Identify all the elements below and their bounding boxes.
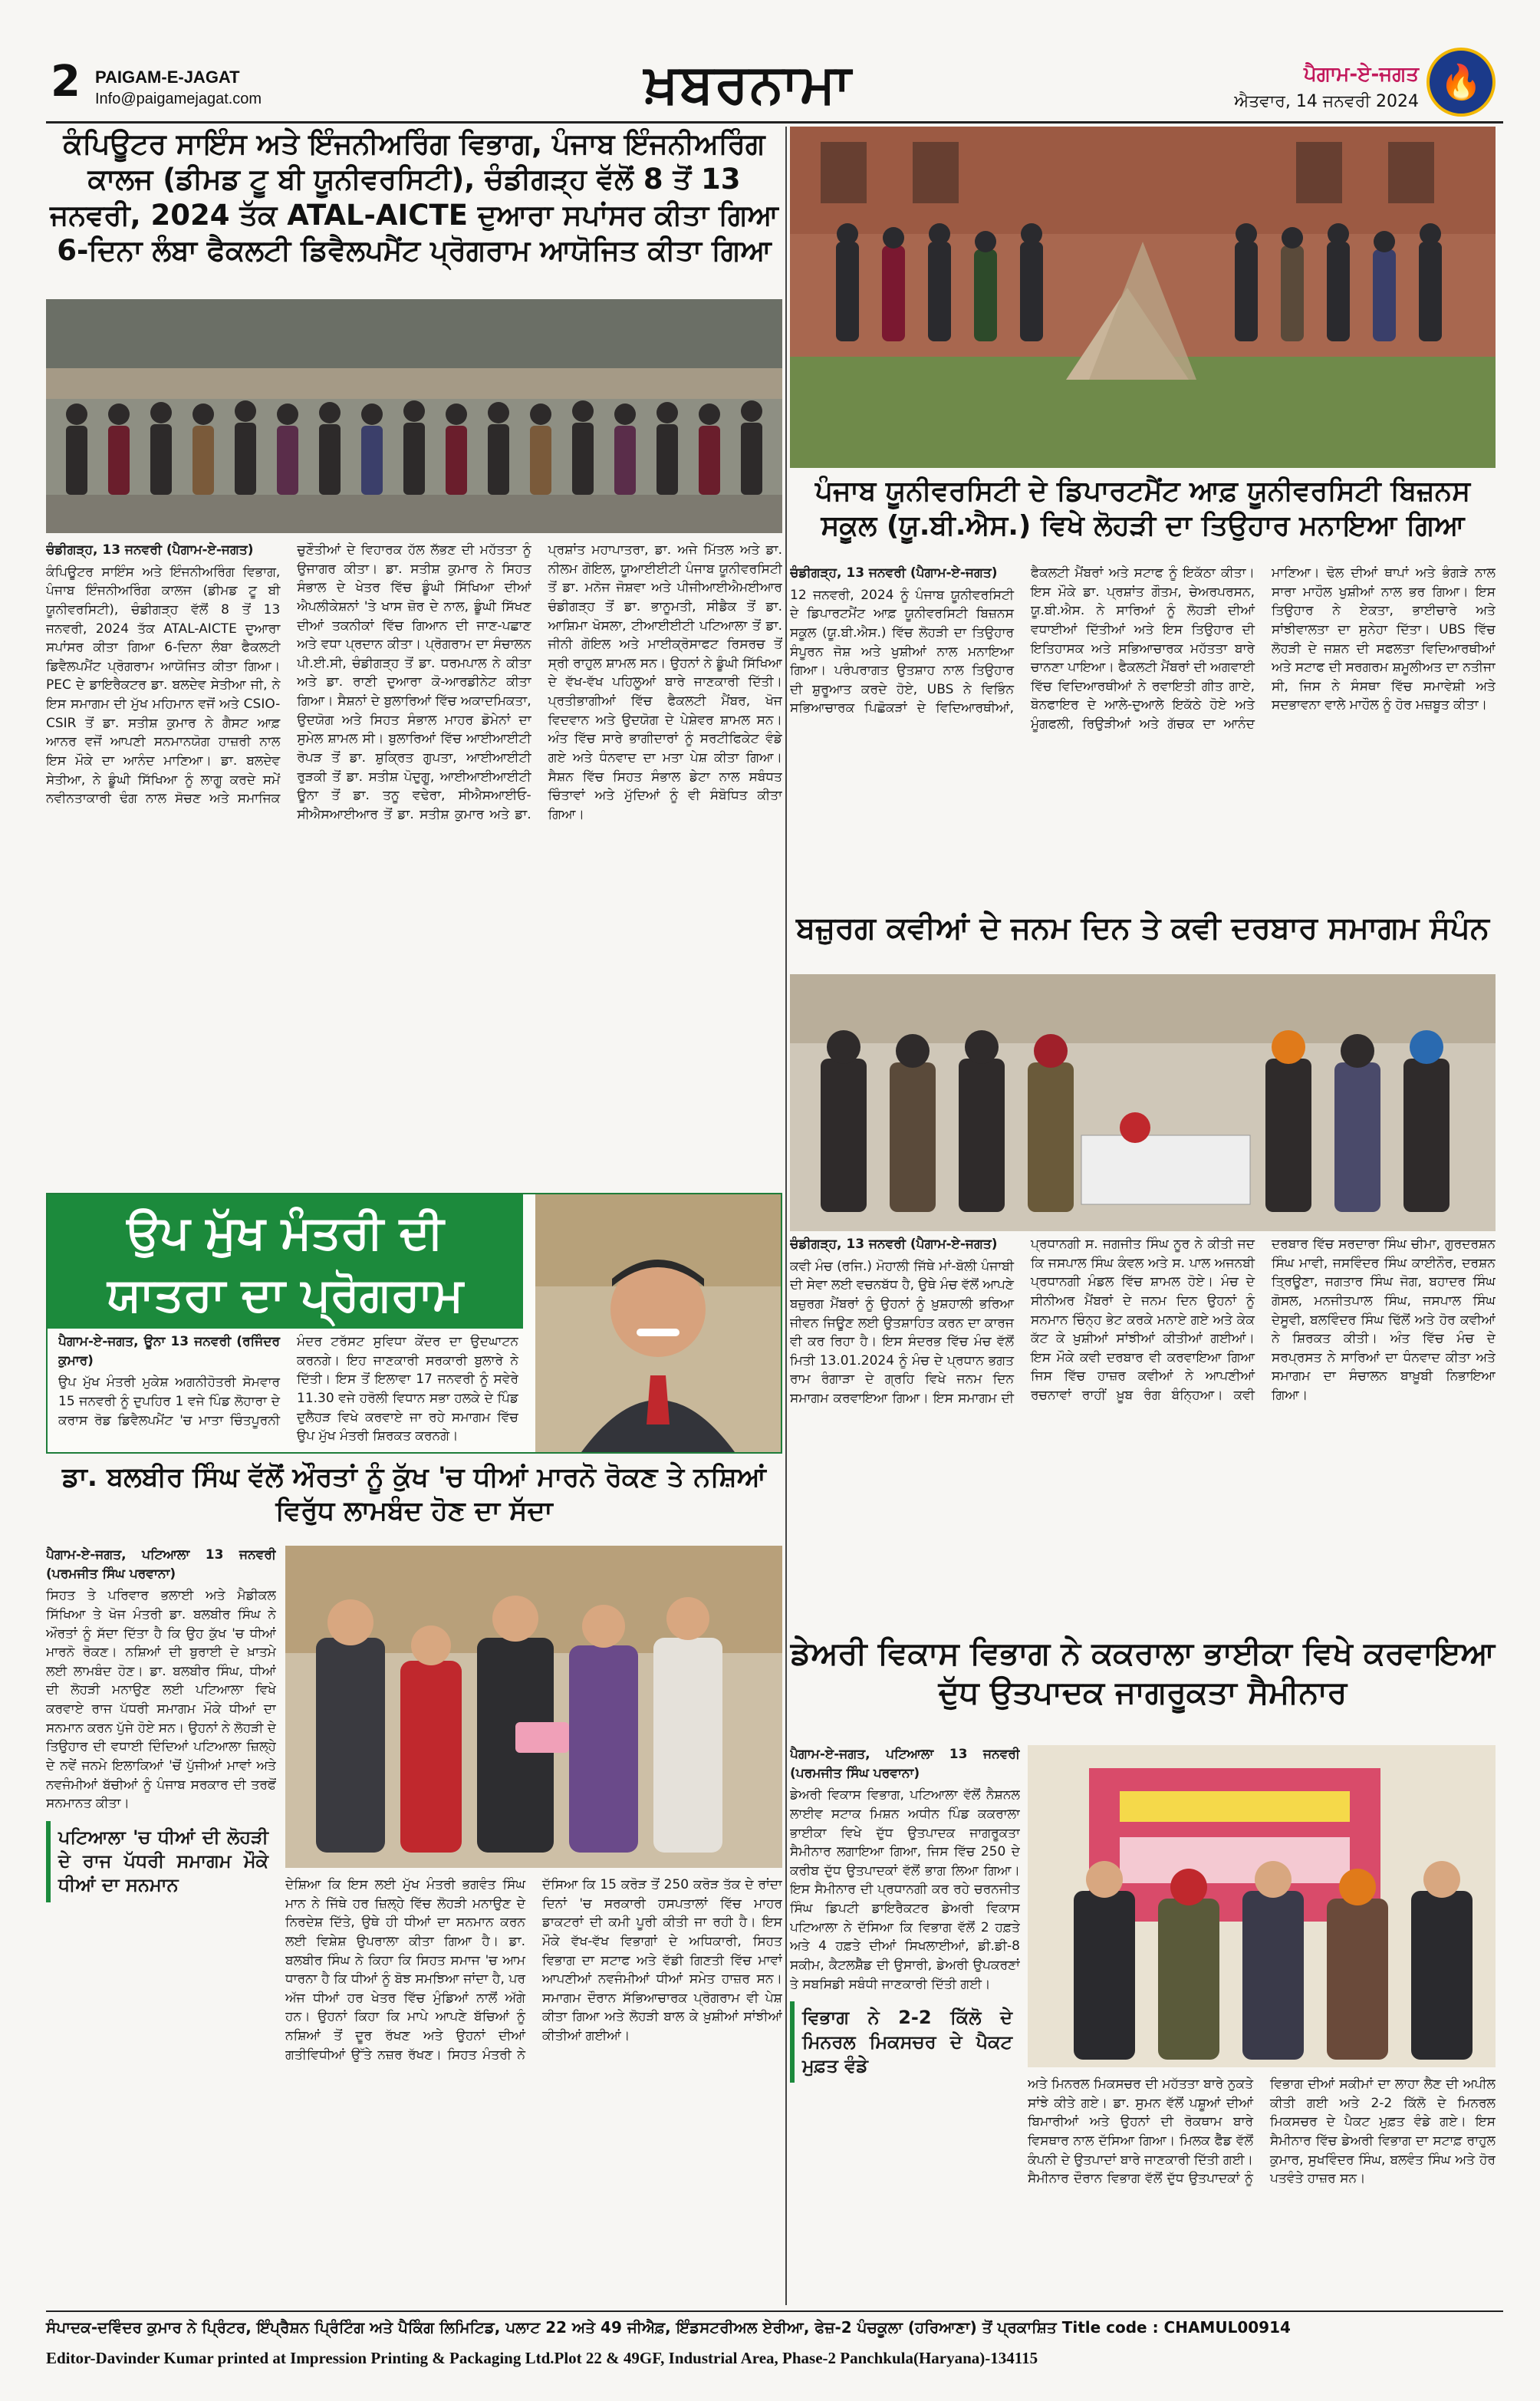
article5-headline: ਡਾ. ਬਲਬੀਰ ਸਿੰਘ ਵੱਲੋਂ ਔਰਤਾਂ ਨੂੰ ਕੁੱਖ 'ਚ ਧੀਆਂ ਮਾਰਨੋ ਰੋਕਣ ਤੇ ਨਸ਼ਿਆਂ ਵਿਰੁੱਧ ਲਾਮਬੰਦ ਹੋਣ ਦਾ ਸੱਦਾ (62, 1462, 766, 1527)
article6-left-column (790, 1745, 1020, 2305)
article4-dateline: ਪੈਗਾਮ-ਏ-ਜਗਤ, ਊਨਾ 13 ਜਨਵਰੀ (ਰਜਿੰਦਰ ਕੁਮਾਰ) (58, 1334, 280, 1368)
article2-lohri-photo (790, 127, 1496, 468)
article4-box (46, 1193, 782, 1454)
article6-text-main: ਅਤੇ ਮਿਨਰਲ ਮਿਕਸਚਰ ਦੀ ਮਹੱਤਤਾ ਬਾਰੇ ਨੁਕਤੇ ਸਾਂਝੇ ਕੀਤੇ ਗਏ। ਡਾ. ਸੁਮਨ ਵੱਲੋਂ ਪਸ਼ੂਆਂ ਦੀਆਂ ਬਿਮਾਰੀਆਂ ਅਤੇ ਉਹਨਾਂ ਦੀ ਰੋਕਥਾਮ ਬਾਰੇ ਵਿਸਥਾਰ ਨਾਲ ਦੱਸਿਆ ਗਿਆ। ਮਿਲਕ ਫੈੱਡ ਵੱਲੋਂ ਕੰਪਨੀ ਦੇ ਉਤਪਾਦਾਂ ਬਾਰੇ ਜਾਣਕਾਰੀ ਦਿੱਤੀ ਗਈ। ਸੈਮੀਨਾਰ ਦੌਰਾਨ ਵਿਭਾਗ ਵੱਲੋਂ ਦੁੱਧ ਉਤਪਾਦਕਾਂ ਨੂੰ ਵਿਭਾਗ ਦੀਆਂ ਸਕੀਮਾਂ ਦਾ ਲਾਹਾ ਲੈਣ ਦੀ ਅਪੀਲ ਕੀਤੀ ਗਈ ਅਤੇ 2-2 ਕਿੱਲੋ ਦੇ ਮਿਨਰਲ ਮਿਕਸਚਰ ਦੇ ਪੈਕਟ ਮੁਫ਼ਤ ਵੰਡੇ ਗਏ। ਇਸ ਸੈਮੀਨਾਰ ਵਿੱਚ ਡੇਅਰੀ ਵਿਭਾਗ ਦਾ ਸਟਾਫ਼ ਰਾਹੁਲ ਕੁਮਾਰ, ਸੁਖਵਿੰਦਰ ਸਿੰਘ, ਬਲਵੰਤ ਸਿੰਘ ਅਤੇ ਹੋਰ ਪਤਵੰਤੇ ਹਾਜ਼ਰ ਸਨ। (1028, 2077, 1496, 2187)
column-divider (785, 127, 787, 2305)
imprint-line-punjabi: ਸੰਪਾਦਕ-ਦਵਿੰਦਰ ਕੁਮਾਰ ਨੇ ਪ੍ਰਿੰਟਰ, ਇੰਪ੍ਰੈਸ਼ਨ ਪ੍ਰਿੰਟਿੰਗ ਅਤੇ ਪੈਕਿੰਗ ਲਿਮਿਟਿਡ, ਪਲਾਟ 22 ਅਤੇ 49 ਜੀਐਫ਼, ਇੰਡਸਟਰੀਅਲ ਏਰੀਆ, ਫੇਜ਼-2 ਪੰਚਕੂਲਾ (ਹਰਿਆਣਾ) ਤੋਂ ਪ੍ਰਕਾਸ਼ਿਤ Title code : CHAMUL00914 (46, 2318, 1291, 2337)
article5-text-main: ਦੇਸ਼ਿਆ ਕਿ ਇਸ ਲਈ ਮੁੱਖ ਮੰਤਰੀ ਭਗਵੰਤ ਸਿੰਘ ਮਾਨ ਨੇ ਜਿੱਥੇ ਹਰ ਜ਼ਿਲ੍ਹੇ ਵਿੱਚ ਲੋਹੜੀ ਮਨਾਉਣ ਦੇ ਨਿਰਦੇਸ਼ ਦਿੱਤੇ, ਉਥੇ ਹੀ ਧੀਆਂ ਦਾ ਸਨਮਾਨ ਕਰਨ ਲਈ ਵਿਸ਼ੇਸ਼ ਉਪਰਾਲਾ ਕੀਤਾ ਗਿਆ ਹੈ। ਡਾ. ਬਲਬੀਰ ਸਿੰਘ ਨੇ ਕਿਹਾ ਕਿ ਸਿਹਤ ਸਮਾਜ 'ਚ ਆਮ ਧਾਰਨਾ ਹੈ ਕਿ ਧੀਆਂ ਨੂੰ ਬੋਝ ਸਮਝਿਆ ਜਾਂਦਾ ਹੈ, ਪਰ ਅੱਜ ਧੀਆਂ ਹਰ ਖੇਤਰ ਵਿੱਚ ਮੁੰਡਿਆਂ ਨਾਲੋਂ ਅੱਗੇ ਹਨ। ਉਹਨਾਂ ਕਿਹਾ ਕਿ ਮਾਪੇ ਆਪਣੇ ਬੱਚਿਆਂ ਨੂੰ ਨਸ਼ਿਆਂ ਤੋਂ ਦੂਰ ਰੱਖਣ ਅਤੇ ਉਹਨਾਂ ਦੀਆਂ ਗਤੀਵਿਧੀਆਂ ਉੱਤੇ ਨਜ਼ਰ ਰੱਖਣ। ਸਿਹਤ ਮੰਤਰੀ ਨੇ ਦੱਸਿਆ ਕਿ 15 ਕਰੋੜ ਤੋਂ 250 ਕਰੋੜ ਤੱਕ ਦੇ ਰਾਂਦਾ ਦਿਨਾਂ 'ਚ ਸਰਕਾਰੀ ਹਸਪਤਾਲਾਂ ਵਿੱਚ ਮਾਹਰ ਡਾਕਟਰਾਂ ਦੀ ਕਮੀ ਪੂਰੀ ਕੀਤੀ ਜਾ ਰਹੀ ਹੈ। ਇਸ ਮੌਕੇ ਵੱਖ-ਵੱਖ ਵਿਭਾਗਾਂ ਦੇ ਅਧਿਕਾਰੀ, ਸਿਹਤ ਵਿਭਾਗ ਦਾ ਸਟਾਫ ਅਤੇ ਵੱਡੀ ਗਿਣਤੀ ਵਿੱਚ ਮਾਵਾਂ ਆਪਣੀਆਂ ਨਵਜੰਮੀਆਂ ਧੀਆਂ ਸਮੇਤ ਹਾਜ਼ਰ ਸਨ। ਸਮਾਗਮ ਦੌਰਾਨ ਸੱਭਿਆਚਾਰਕ ਪ੍ਰੋਗਰਾਮ ਵੀ ਪੇਸ਼ ਕੀਤਾ ਗਿਆ ਅਤੇ ਲੋਹੜੀ ਬਾਲ ਕੇ ਖ਼ੁਸ਼ੀਆਂ ਸਾਂਝੀਆਂ ਕੀਤੀਆਂ ਗਈਆਂ। (285, 1877, 782, 2063)
article6-dateline: ਪੈਗਾਮ-ਏ-ਜਗਤ, ਪਟਿਆਲਾ 13 ਜਨਵਰੀ (ਪਰਮਜੀਤ ਸਿੰਘ ਪਰਵਾਨਾ) (790, 1747, 1020, 1781)
article6-text-left: ਡੇਅਰੀ ਵਿਕਾਸ ਵਿਭਾਗ, ਪਟਿਆਲਾ ਵੱਲੋਂ ਨੈਸ਼ਨਲ ਲਾਈਵ ਸਟਾਕ ਮਿਸ਼ਨ ਅਧੀਨ ਪਿੰਡ ਕਕਰਾਲਾ ਭਾਈਕਾ ਵਿਖੇ ਦੁੱਧ ਉਤਪਾਦਕ ਜਾਗਰੂਕਤਾ ਸੈਮੀਨਾਰ ਲਗਾਇਆ ਗਿਆ, ਜਿਸ ਵਿੱਚ 250 ਦੇ ਕਰੀਬ ਦੁੱਧ ਉਤਪਾਦਕਾਂ ਵੱਲੋਂ ਭਾਗ ਲਿਆ ਗਿਆ। ਇਸ ਸੈਮੀਨਾਰ ਦੀ ਪ੍ਰਧਾਨਗੀ ਕਰ ਰਹੇ ਚਰਨਜੀਤ ਸਿੰਘ ਡਿਪਟੀ ਡਾਇਰੈਕਟਰ ਡੇਅਰੀ ਵਿਕਾਸ ਪਟਿਆਲਾ ਨੇ ਦੱਸਿਆ ਕਿ ਵਿਭਾਗ ਵੱਲੋਂ 2 ਹਫ਼ਤੇ ਅਤੇ 4 ਹਫ਼ਤੇ ਦੀਆਂ ਸਿਖਲਾਈਆਂ, ਡੀ.ਡੀ-8 ਸਕੀਮ, ਕੈਟਲਸ਼ੈੱਡ ਦੀ ਉਸਾਰੀ, ਡੇਅਰੀ ਉਪਕਰਣਾਂ ਤੇ ਸਬਸਿਡੀ ਸਬੰਧੀ ਜਾਣਕਾਰੀ ਦਿੱਤੀ ਗਈ। (790, 1787, 1020, 1992)
footer-rule (46, 2310, 1503, 2312)
article5-dateline: ਪੈਗਾਮ-ਏ-ਜਗਤ, ਪਟਿਆਲਾ 13 ਜਨਵਰੀ (ਪਰਮਜੀਤ ਸਿੰਘ ਪਰਵਾਨਾ) (46, 1547, 276, 1582)
article1-group-photo (46, 299, 782, 533)
torch-logo-icon: 🔥 (1426, 48, 1496, 117)
article2-headline: ਪੰਜਾਬ ਯੂਨੀਵਰਸਿਟੀ ਦੇ ਡਿਪਾਰਟਮੈਂਟ ਆਫ਼ ਯੂਨੀਵਰਸਿਟੀ ਬਿਜ਼ਨਸ ਸਕੂਲ (ਯੂ.ਬੀ.ਐਸ.) ਵਿਖੇ ਲੋਹੜੀ ਦਾ ਤਿਉਹਾਰ ਮਨਾਇਆ ਗਿਆ (814, 476, 1471, 542)
article5-left-column (46, 1546, 276, 2305)
article5-body (285, 1876, 782, 2305)
article5-subhead: ਪਟਿਆਲਾ 'ਚ ਧੀਆਂ ਦੀ ਲੋਹੜੀ ਦੇ ਰਾਜ ਪੱਧਰੀ ਸਮਾਗਮ ਮੌਕੇ ਧੀਆਂ ਦਾ ਸਨਮਾਨ (46, 1821, 276, 1902)
article1-headline: ਕੰਪਿਊਟਰ ਸਾਇੰਸ ਅਤੇ ਇੰਜਨੀਅਰਿੰਗ ਵਿਭਾਗ, ਪੰਜਾਬ ਇੰਜਨੀਅਰਿੰਗ ਕਾਲਜ (ਡੀਮਡ ਟੂ ਬੀ ਯੂਨੀਵਰਸਿਟੀ), ਚੰਡੀਗੜ੍ਹ ਵੱਲੋਂ 8 ਤੋਂ 13 ਜਨਵਰੀ, 2024 ਤੱਕ ATAL-AICTE ਦੁਆਰਾ ਸਪਾਂਸਰ ਕੀਤਾ ਗਿਆ 6-ਦਿਨਾ ਲੰਬਾ ਫੈਕਲਟੀ ਡਿਵੈਲਪਮੈਂਟ ਪ੍ਰੋਗਰਾਮ ਆਯੋਜਿਤ ਕੀਤਾ ਗਿਆ (50, 127, 778, 267)
article4-text: ਉਪ ਮੁੱਖ ਮੰਤਰੀ ਮੁਕੇਸ਼ ਅਗਨੀਹੋਤਰੀ ਸੋਮਵਾਰ 15 ਜਨਵਰੀ ਨੂੰ ਦੁਪਹਿਰ 1 ਵਜੇ ਪਿੰਡ ਲੋਹਾਰਾ ਦੇ ਕਰਾਸ ਰੋਡ ਡਿਵੈਲਪਮੈਂਟ 'ਚ ਮਾਤਾ ਚਿੰਤਪੂਰਨੀ ਮੰਦਰ ਟਰੱਸਟ ਸੁਵਿਧਾ ਕੇਂਦਰ ਦਾ ਉਦਘਾਟਨ ਕਰਨਗੇ। ਇਹ ਜਾਣਕਾਰੀ ਸਰਕਾਰੀ ਬੁਲਾਰੇ ਨੇ ਦਿੱਤੀ। ਇਸ ਤੋਂ ਇਲਾਵਾ 17 ਜਨਵਰੀ ਨੂੰ ਸਵੇਰੇ 11.30 ਵਜੇ ਹਰੋਲੀ ਵਿਧਾਨ ਸਭਾ ਹਲਕੇ ਦੇ ਪਿੰਡ ਦੁਲੈਹੜ ਵਿਖੇ ਕਰਵਾਏ ਜਾ ਰਹੇ ਸਮਾਗਮ ਵਿੱਚ ਉਪ ਮੁੱਖ ਮੰਤਰੀ ਸ਼ਿਰਕਤ ਕਰਨਗੇ। (58, 1334, 518, 1444)
article4-portrait-photo (535, 1194, 781, 1452)
imprint-line-english: Editor-Davinder Kumar printed at Impression Printing & Packaging Ltd.Plot 22 & 49GF, Industrial Area, Phase-2 Panchkula(Haryana)-134115 (46, 2349, 1038, 2367)
article6-seminar-photo (1028, 1745, 1496, 2067)
article5-event-photo (285, 1546, 782, 1868)
article1-text: ਕੰਪਿਊਟਰ ਸਾਇੰਸ ਅਤੇ ਇੰਜਨੀਅਰਿੰਗ ਵਿਭਾਗ, ਪੰਜਾਬ ਇੰਜਨੀਅਰਿੰਗ ਕਾਲਜ (ਡੀਮਡ ਟੂ ਬੀ ਯੂਨੀਵਰਸਿਟੀ), ਚੰਡੀਗੜ੍ਹ ਵੱਲੋਂ 8 ਤੋਂ 13 ਜਨਵਰੀ, 2024 ਤੱਕ ATAL-AICTE ਦੁਆਰਾ ਸਪਾਂਸਰ ਕੀਤਾ ਗਿਆ 6-ਦਿਨਾ ਲੰਬਾ ਫੈਕਲਟੀ ਡਿਵੈਲਪਮੈਂਟ ਪ੍ਰੋਗਰਾਮ ਆਯੋਜਿਤ ਕੀਤਾ ਗਿਆ। PEC ਦੇ ਡਾਇਰੈਕਟਰ ਡਾ. ਬਲਦੇਵ ਸੇਤੀਆ ਜੀ, ਨੇ ਇਸ ਸਮਾਗਮ ਦੀ ਮੁੱਖ ਮਹਿਮਾਨ ਵਜੋਂ ਅਤੇ CSIO-CSIR ਤੋਂ ਡਾ. ਸਤੀਸ਼ ਕੁਮਾਰ ਨੇ ਗੈਸਟ ਆਫ਼ ਆਨਰ ਵਜੋਂ ਆਪਣੀ ਸਨਮਾਨਯੋਗ ਹਾਜ਼ਰੀ ਨਾਲ ਇਸ ਮੌਕੇ ਦਾ ਆਨੰਦ ਮਾਣਿਆ। ਡਾ. ਬਲਦੇਵ ਸੇਤੀਆ, ਨੇ ਡੂੰਘੀ ਸਿੱਖਿਆ ਨੂੰ ਲਾਗੂ ਕਰਦੇ ਸਮੇਂ ਨਵੀਨਤਾਕਾਰੀ ਢੰਗ ਨਾਲ ਸੋਚਣ ਅਤੇ ਸਮਾਜਿਕ ਚੁਣੌਤੀਆਂ ਦੇ ਵਿਹਾਰਕ ਹੱਲ ਲੱਭਣ ਦੀ ਮਹੱਤਤਾ ਨੂੰ ਉਜਾਗਰ ਕੀਤਾ। ਡਾ. ਸਤੀਸ਼ ਕੁਮਾਰ ਨੇ ਸਿਹਤ ਸੰਭਾਲ ਦੇ ਖੇਤਰ ਵਿੱਚ ਡੂੰਘੀ ਸਿੱਖਿਆ ਦੀਆਂ ਐਪਲੀਕੇਸ਼ਨਾਂ 'ਤੇ ਖਾਸ ਜ਼ੋਰ ਦੇ ਨਾਲ, ਡੂੰਘੀ ਸਿੱਖਣ ਦੀਆਂ ਤਕਨੀਕਾਂ ਵਿੱਚ ਗਿਆਨ ਦੀ ਜਾਣ-ਪਛਾਣ ਅਤੇ ਵਧਾ ਪ੍ਰਦਾਨ ਕੀਤਾ। ਪ੍ਰੋਗਰਾਮ ਦਾ ਸੰਚਾਲਨ ਪੀ.ਈ.ਸੀ, ਚੰਡੀਗੜ੍ਹ ਤੋਂ ਡਾ. ਧਰਮਪਾਲ ਨੇ ਕੀਤਾ ਅਤੇ ਡਾ. ਰਾਣੀ ਦੁਆਰਾ ਕੋ-ਆਰਡੀਨੇਟ ਕੀਤਾ ਗਿਆ। ਸੈਸ਼ਨਾਂ ਦੇ ਬੁਲਾਰਿਆਂ ਵਿੱਚ ਅਕਾਦਮਿਕਤਾ, ਉਦਯੋਗ ਅਤੇ ਸਿਹਤ ਸੰਭਾਲ ਮਾਹਰ ਡੋਮੇਨਾਂ ਦਾ ਸੁਮੇਲ ਸ਼ਾਮਲ ਸੀ। ਬੁਲਾਰਿਆਂ ਵਿੱਚ ਆਈਆਈਟੀ ਰੋਪੜ ਤੋਂ ਡਾ. ਸ਼ੁਕ੍ਰਿਤ ਗੁਪਤਾ, ਆਈਆਈਟੀ ਰੁੜਕੀ ਤੋਂ ਡਾ. ਸਤੀਸ਼ ਪੋਦੁਗੂ, ਆਈਆਈਆਈਟੀ ਊਨਾ ਤੋਂ ਡਾ. ਤਨੂ ਵਢੇਰਾ, ਸੀਐਸਆਈਓ-ਸੀਐਸਆਈਆਰ ਤੋਂ ਡਾ. ਸਤੀਸ਼ ਕੁਮਾਰ ਅਤੇ ਡਾ. ਪ੍ਰਸ਼ਾਂਤ ਮਹਾਪਾਤਰਾ, ਡਾ. ਅਜੇ ਮਿੱਤਲ ਅਤੇ ਡਾ. ਨੀਲਮ ਗੋਇਲ, ਯੂਆਈਈਟੀ ਪੰਜਾਬ ਯੂਨੀਵਰਸਿਟੀ ਤੋਂ ਡਾ. ਮਨੋਜ ਜੋਸ਼ਵਾ ਅਤੇ ਪੀਜੀਆਈਐਮਈਆਰ ਚੰਡੀਗੜ੍ਹ ਤੋਂ ਡਾ. ਭਾਨੂਮਤੀ, ਸੀਡੈਕ ਤੋਂ ਡਾ. ਆਸ਼ਿਮਾ ਖੋਸਲਾ, ਟੀਆਈਈਟੀ ਪਟਿਆਲਾ ਤੋਂ ਡਾ. ਜੀਨੀ ਗੋਇਲ ਅਤੇ ਮਾਈਕ੍ਰੋਸਾਫਟ ਰਿਸਰਚ ਤੋਂ ਸ੍ਰੀ ਰਾਹੁਲ ਸ਼ਾਮਲ ਸਨ। ਉਹਨਾਂ ਨੇ ਡੂੰਘੀ ਸਿੱਖਿਆ ਦੇ ਵੱਖ-ਵੱਖ ਪਹਿਲੂਆਂ ਬਾਰੇ ਜਾਣਕਾਰੀ ਦਿੱਤੀ। ਪ੍ਰਤੀਭਾਗੀਆਂ ਵਿੱਚ ਫੈਕਲਟੀ ਮੈਂਬਰ, ਖੋਜ ਵਿਦਵਾਨ ਅਤੇ ਉਦਯੋਗ ਦੇ ਪੇਸ਼ੇਵਰ ਸ਼ਾਮਲ ਸਨ। ਅੰਤ ਵਿੱਚ ਸਾਰੇ ਭਾਗੀਦਾਰਾਂ ਨੂੰ ਸਰਟੀਫਿਕੇਟ ਵੰਡੇ ਗਏ ਅਤੇ ਧੰਨਵਾਦ ਦਾ ਮਤਾ ਪੇਸ਼ ਕੀਤਾ ਗਿਆ। ਸੈਸ਼ਨ ਵਿੱਚ ਸਿਹਤ ਸੰਭਾਲ ਡੇਟਾ ਨਾਲ ਸਬੰਧਤ ਚਿੰਤਾਵਾਂ ਅਤੇ ਮੁੱਦਿਆਂ ਨੂੰ ਵੀ ਸੰਬੋਧਿਤ ਕੀਤਾ ਗਿਆ। (46, 542, 782, 822)
article6-body (1028, 2075, 1496, 2305)
paper-name: PAIGAM-E-JAGAT (95, 68, 240, 87)
article1-body (46, 541, 782, 1216)
page-number: 2 (51, 57, 81, 107)
article2-dateline: ਚੰਡੀਗੜ੍ਹ, 13 ਜਨਵਰੀ (ਪੈਗਾਮ-ਏ-ਜਗਤ) (790, 565, 998, 581)
article4-body (58, 1332, 518, 1451)
issue-date: ਐਤਵਾਰ, 14 ਜਨਵਰੀ 2024 (1234, 92, 1419, 111)
article2-body (790, 564, 1496, 940)
section-title: ਖ਼ਬਰਨਾਮਾ (644, 52, 853, 115)
masthead (46, 38, 1503, 123)
article3-text: ਕਵੀ ਮੰਚ (ਰਜਿ.) ਮੋਹਾਲੀ ਜਿੱਥੇ ਮਾਂ-ਬੋਲੀ ਪੰਜਾਬੀ ਦੀ ਸੇਵਾ ਲਈ ਵਚਨਬੱਧ ਹੈ, ਉਥੇ ਮੰਚ ਵੱਲੋਂ ਆਪਣੇ ਬਜ਼ੁਰਗ ਮੈਂਬਰਾਂ ਨੂੰ ਉਹਨਾਂ ਨੂੰ ਖ਼ੁਸ਼ਹਾਲੀ ਭਰਿਆ ਜੀਵਨ ਜਿਊਣ ਲਈ ਉਤਸ਼ਾਹਿਤ ਕਰਨ ਦਾ ਕਾਰਜ ਵੀ ਕਰ ਰਿਹਾ ਹੈ। ਇਸ ਸੰਦਰਭ ਵਿੱਚ ਮੰਚ ਵੱਲੋਂ ਮਿਤੀ 13.01.2024 ਨੂੰ ਮੰਚ ਦੇ ਪ੍ਰਧਾਨ ਭਗਤ ਰਾਮ ਰੰਗਾੜਾ ਦੇ ਗ੍ਰਹਿ ਵਿਖੇ ਜਨਮ ਦਿਨ ਸਮਾਗਮ ਕਰਵਾਇਆ ਗਿਆ। ਇਸ ਸਮਾਗਮ ਦੀ ਪ੍ਰਧਾਨਗੀ ਸ. ਜਗਜੀਤ ਸਿੰਘ ਨੂਰ ਨੇ ਕੀਤੀ ਜਦ ਕਿ ਜਸਪਾਲ ਸਿੰਘ ਕੰਵਲ ਅਤੇ ਸ. ਪਾਲ ਅਜਨਬੀ ਪ੍ਰਧਾਨਗੀ ਮੰਡਲ ਵਿੱਚ ਸ਼ਾਮਲ ਹੋਏ। ਮੰਚ ਦੇ ਸੀਨੀਅਰ ਮੈਂਬਰਾਂ ਦੇ ਜਨਮ ਦਿਨ ਉਹਨਾਂ ਨੂੰ ਸਨਮਾਨ ਚਿੰਨ੍ਹ ਭੇਟ ਕਰਕੇ ਮਨਾਏ ਗਏ ਅਤੇ ਕੇਕ ਕੱਟ ਕੇ ਖ਼ੁਸ਼ੀਆਂ ਸਾਂਝੀਆਂ ਕੀਤੀਆਂ ਗਈਆਂ। ਇਸ ਮੌਕੇ ਕਵੀ ਦਰਬਾਰ ਵੀ ਕਰਵਾਇਆ ਗਿਆ ਜਿਸ ਵਿੱਚ ਹਾਜ਼ਰ ਕਵੀਆਂ ਨੇ ਆਪਣੀਆਂ ਰਚਨਾਵਾਂ ਰਾਹੀਂ ਖ਼ੂਬ ਰੰਗ ਬੰਨ੍ਹਿਆ। ਕਵੀ ਦਰਬਾਰ ਵਿੱਚ ਸਰਦਾਰਾ ਸਿੰਘ ਚੀਮਾ, ਗੁਰਦਰਸ਼ਨ ਸਿੰਘ ਮਾਵੀ, ਜਸਵਿੰਦਰ ਸਿੰਘ ਕਾਈਨੌਰ, ਦਰਸ਼ਨ ਤ੍ਰਿਊਣਾ, ਜਗਤਾਰ ਸਿੰਘ ਜੋਗ, ਬਹਾਦਰ ਸਿੰਘ ਗੋਸਲ, ਮਨਜੀਤਪਾਲ ਸਿੰਘ, ਜਸਪਾਲ ਸਿੰਘ ਦੇਸੂਵੀ, ਬਲਵਿੰਦਰ ਸਿੰਘ ਢਿੱਲੋਂ ਅਤੇ ਹੋਰ ਕਵੀਆਂ ਨੇ ਸ਼ਿਰਕਤ ਕੀਤੀ। ਅੰਤ ਵਿੱਚ ਮੰਚ ਦੇ ਸਰਪ੍ਰਸਤ ਨੇ ਸਾਰਿਆਂ ਦਾ ਧੰਨਵਾਦ ਕੀਤਾ ਅਤੇ ਸਮਾਗਮ ਦਾ ਸੰਚਾਲਨ ਬਾਖ਼ੂਬੀ ਨਿਭਾਇਆ ਗਿਆ। (790, 1237, 1496, 1407)
article1-dateline: ਚੰਡੀਗੜ੍ਹ, 13 ਜਨਵਰੀ (ਪੈਗਾਮ-ਏ-ਜਗਤ) (46, 542, 254, 558)
article3-poets-photo (790, 974, 1496, 1231)
email-link[interactable]: Info@paigamejagat.com (95, 91, 262, 107)
article3-headline: ਬਜ਼ੁਰਗ ਕਵੀਆਂ ਦੇ ਜਨਮ ਦਿਨ ਤੇ ਕਵੀ ਦਰਬਾਰ ਸਮਾਗਮ ਸੰਪੰਨ (796, 911, 1489, 946)
article3-body (790, 1235, 1496, 1634)
masthead-rule (46, 121, 1503, 124)
article6-headline: ਡੇਅਰੀ ਵਿਕਾਸ ਵਿਭਾਗ ਨੇ ਕਕਰਾਲਾ ਭਾਈਕਾ ਵਿਖੇ ਕਰਵਾਇਆ ਦੁੱਧ ਉਤਪਾਦਕ ਜਾਗਰੂਕਤਾ ਸੈਮੀਨਾਰ (790, 1635, 1496, 1711)
article3-dateline: ਚੰਡੀਗੜ੍ਹ, 13 ਜਨਵਰੀ (ਪੈਗਾਮ-ਏ-ਜਗਤ) (790, 1237, 998, 1252)
article4-banner: ਉਪ ਮੁੱਖ ਮੰਤਰੀ ਦੀ ਯਾਤਰਾ ਦਾ ਪ੍ਰੋਗਰਾਮ (48, 1194, 523, 1329)
article6-subhead: ਵਿਭਾਗ ਨੇ 2-2 ਕਿੱਲੋ ਦੇ ਮਿਨਰਲ ਮਿਕਸਚਰ ਦੇ ਪੈਕਟ ਮੁਫ਼ਤ ਵੰਡੇ (790, 2001, 1020, 2083)
brand-name: ਪੈਗਾਮ-ਏ-ਜਗਤ (1304, 63, 1419, 86)
article5-text-left: ਸਿਹਤ ਤੇ ਪਰਿਵਾਰ ਭਲਾਈ ਅਤੇ ਮੈਡੀਕਲ ਸਿੱਖਿਆ ਤੇ ਖੋਜ ਮੰਤਰੀ ਡਾ. ਬਲਬੀਰ ਸਿੰਘ ਨੇ ਔਰਤਾਂ ਨੂੰ ਸੱਦਾ ਦਿੱਤਾ ਹੈ ਕਿ ਉਹ ਕੁੱਖ 'ਚ ਧੀਆਂ ਮਾਰਨੋ ਰੋਕਣ। ਨਸ਼ਿਆਂ ਦੀ ਬੁਰਾਈ ਦੇ ਖ਼ਾਤਮੇ ਲਈ ਲਾਮਬੰਦ ਹੋਣ। ਡਾ. ਬਲਬੀਰ ਸਿੰਘ, ਧੀਆਂ ਦੀ ਲੋਹੜੀ ਮਨਾਉਣ ਲਈ ਪਟਿਆਲਾ ਵਿਖੇ ਕਰਵਾਏ ਰਾਜ ਪੱਧਰੀ ਸਮਾਗਮ ਮੌਕੇ ਧੀਆਂ ਦਾ ਸਨਮਾਨ ਕਰਨ ਪੁੱਜੇ ਹੋਏ ਸਨ। ਉਹਨਾਂ ਨੇ ਲੋਹੜੀ ਦੇ ਤਿਉਹਾਰ ਦੀ ਵਧਾਈ ਦਿੰਦਿਆਂ ਪਟਿਆਲਾ ਜ਼ਿਲ੍ਹੇ ਦੇ ਨਵੇਂ ਜਨਮੇ ਇਲਾਕਿਆਂ 'ਚੋਂ ਪੁੱਜੀਆਂ ਮਾਵਾਂ ਅਤੇ ਨਵਜੰਮੀਆਂ ਬੱਚੀਆਂ ਨੂੰ ਪੰਜਾਬ ਸਰਕਾਰ ਦੀ ਤਰਫੋਂ ਸਨਮਾਨਤ ਕੀਤਾ। (46, 1588, 276, 1812)
article2-text: 12 ਜਨਵਰੀ, 2024 ਨੂੰ ਪੰਜਾਬ ਯੂਨੀਵਰਸਿਟੀ ਦੇ ਡਿਪਾਰਟਮੈਂਟ ਆਫ਼ ਯੂਨੀਵਰਸਿਟੀ ਬਿਜ਼ਨਸ ਸਕੂਲ (ਯੂ.ਬੀ.ਐਸ.) ਵਿੱਚ ਲੋਹੜੀ ਦਾ ਤਿਉਹਾਰ ਸੰਪੂਰਨ ਜੋਸ਼ ਅਤੇ ਖੁਸ਼ੀਆਂ ਨਾਲ ਮਨਾਇਆ ਗਿਆ। ਪਰੰਪਰਾਗਤ ਉਤਸ਼ਾਹ ਨਾਲ ਤਿਉਹਾਰ ਦੀ ਸ਼ੁਰੂਆਤ ਕਰਦੇ ਹੋਏ, UBS ਨੇ ਵਿਭਿੰਨ ਸਭਿਆਚਾਰਕ ਪਿਛੋਕੜਾਂ ਦੇ ਵਿਦਿਆਰਥੀਆਂ, ਫੈਕਲਟੀ ਮੈਂਬਰਾਂ ਅਤੇ ਸਟਾਫ ਨੂੰ ਇਕੱਠਾ ਕੀਤਾ। ਇਸ ਮੌਕੇ ਡਾ. ਪ੍ਰਸ਼ਾਂਤ ਗੌਤਮ, ਚੇਅਰਪਰਸਨ, ਯੂ.ਬੀ.ਐਸ. ਨੇ ਸਾਰਿਆਂ ਨੂੰ ਲੋਹੜੀ ਦੀਆਂ ਵਧਾਈਆਂ ਦਿੱਤੀਆਂ ਅਤੇ ਇਸ ਤਿਉਹਾਰ ਦੀ ਇਤਿਹਾਸਕ ਅਤੇ ਸਭਿਆਚਾਰਕ ਮਹੱਤਤਾ ਬਾਰੇ ਚਾਨਣਾ ਪਾਇਆ। ਫੈਕਲਟੀ ਮੈਂਬਰਾਂ ਦੀ ਅਗਵਾਈ ਵਿੱਚ ਵਿਦਿਆਰਥੀਆਂ ਨੇ ਰਵਾਇਤੀ ਗੀਤ ਗਾਏ, ਬੋਨਫਾਇਰ ਦੇ ਆਲੇ-ਦੁਆਲੇ ਇਕੱਠੇ ਹੋਏ ਅਤੇ ਮੂੰਗਫਲੀ, ਰਿਉੜੀਆਂ ਅਤੇ ਗੱਚਕ ਦਾ ਆਨੰਦ ਮਾਣਿਆ। ਢੋਲ ਦੀਆਂ ਥਾਪਾਂ ਅਤੇ ਭੰਗੜੇ ਨਾਲ ਸਾਰਾ ਮਾਹੌਲ ਖੁਸ਼ੀਆਂ ਨਾਲ ਭਰ ਗਿਆ। ਇਸ ਤਿਉਹਾਰ ਨੇ ਏਕਤਾ, ਭਾਈਚਾਰੇ ਅਤੇ ਸਾਂਝੀਵਾਲਤਾ ਦਾ ਸੁਨੇਹਾ ਦਿੱਤਾ। UBS ਵਿੱਚ ਲੋਹੜੀ ਦੇ ਜਸ਼ਨ ਦੀ ਸਫਲਤਾ ਵਿਦਿਆਰਥੀਆਂ ਅਤੇ ਸਟਾਫ ਦੀ ਸਰਗਰਮ ਸ਼ਮੂਲੀਅਤ ਦਾ ਨਤੀਜਾ ਸੀ, ਜਿਸ ਨੇ ਸੰਸਥਾ ਵਿੱਚ ਸਮਾਵੇਸ਼ੀ ਅਤੇ ਸਦਭਾਵਨਾ ਵਾਲੇ ਮਾਹੌਲ ਨੂੰ ਹੋਰ ਮਜ਼ਬੂਤ ਕੀਤਾ। (790, 565, 1496, 733)
